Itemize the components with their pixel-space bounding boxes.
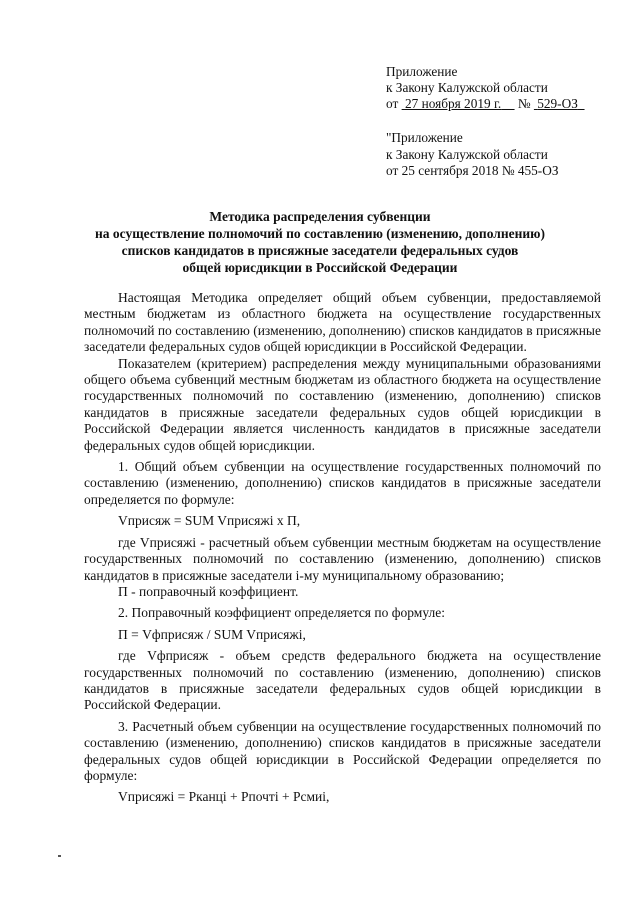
title-line: списков кандидатов в присяжные заседатели федеральных судов (121, 243, 519, 258)
formula-2: П = Vфприсяж / SUM Vприсяжi, (118, 626, 306, 642)
previous-appendix-label: "Приложение (386, 130, 463, 145)
formula-1-explanation: где Vприсяжi - расчетный объем субвенции местным бюджетам на осуществление государственных полномочий по составлению (изменению, дополнению) списков кандидатов в присяжные заседатели i-му муниципальному образованию; (84, 534, 601, 583)
date-prefix: от (386, 96, 399, 111)
previous-appendix-block (386, 130, 558, 180)
law-date-number (386, 96, 585, 113)
law-number (534, 96, 585, 111)
law-date-text: 27 ноября 2019 г. (404, 96, 502, 111)
formula-3: Vприсяжi = Pканцi + Pпочтi + Pсмиi, (118, 789, 330, 805)
title-line: Методика распределения субвенции (209, 209, 431, 224)
previous-law-date-number: от 25 сентября 2018 № 455-ОЗ (386, 163, 559, 178)
law-date (402, 96, 515, 111)
section-1-paragraph: 1. Общий объем субвенции на осуществление государственных полномочий по составлению (изменению, дополнению) списков кандидатов в присяжные заседатели определяется по формуле: (84, 459, 601, 507)
document-title (60, 208, 580, 276)
formula-1: Vприсяж = SUM Vприсяжi x П, (118, 513, 301, 529)
number-sign: № (517, 96, 531, 111)
law-number-text: 529-ОЗ (537, 96, 578, 111)
criterion-paragraph: Показателем (критерием) распределения между муниципальными образованиями общего объема субвенций местным бюджетам из областного бюджета на осуществление государственных полномочий по составлению (изменению, дополнению) списков кандидатов в присяжные заседатели федеральных судов общей юрисдикции в Российской Федерации является численность кандидатов в присяжные заседатели федеральных судов общей юрисдикции. (84, 355, 601, 453)
title-line: общей юрисдикции в Российской Федерации (182, 260, 458, 275)
title-line: на осуществление полномочий по составлению (изменению, дополнению) (95, 226, 545, 241)
intro-paragraph: Настоящая Методика определяет общий объем субвенции, предоставляемой местным бюджетам из областного бюджета на осуществление государственных полномочий по составлению (изменению, дополнению) списков кандидатов в присяжные заседатели федеральных судов общей юрисдикции в Российской Федерации. (84, 290, 601, 355)
appendix-label: Приложение (386, 64, 458, 79)
document-body (84, 290, 601, 806)
coefficient-note: П - поправочный коэффициент. (118, 583, 299, 599)
scan-mark (58, 855, 61, 857)
previous-law-reference: к Закону Калужской области (386, 146, 548, 162)
formula-2-explanation: где Vфприсяж - объем средств федерального бюджета на осуществление государственных полномочий по составлению (изменению, дополнению) списков кандидатов в присяжные заседатели федеральных судов общей юрисдикции в Российской Федерации. (84, 648, 601, 713)
section-3-paragraph: 3. Расчетный объем субвенции на осуществление государственных полномочий по составлению (изменению, дополнению) списков кандидатов в присяжные заседатели федеральных судов общей юрисдикции в Российской Федерации определяется по формуле: (84, 718, 601, 783)
law-reference: к Закону Калужской области (386, 80, 548, 95)
section-2-paragraph: 2. Поправочный коэффициент определяется по формуле: (118, 605, 445, 621)
